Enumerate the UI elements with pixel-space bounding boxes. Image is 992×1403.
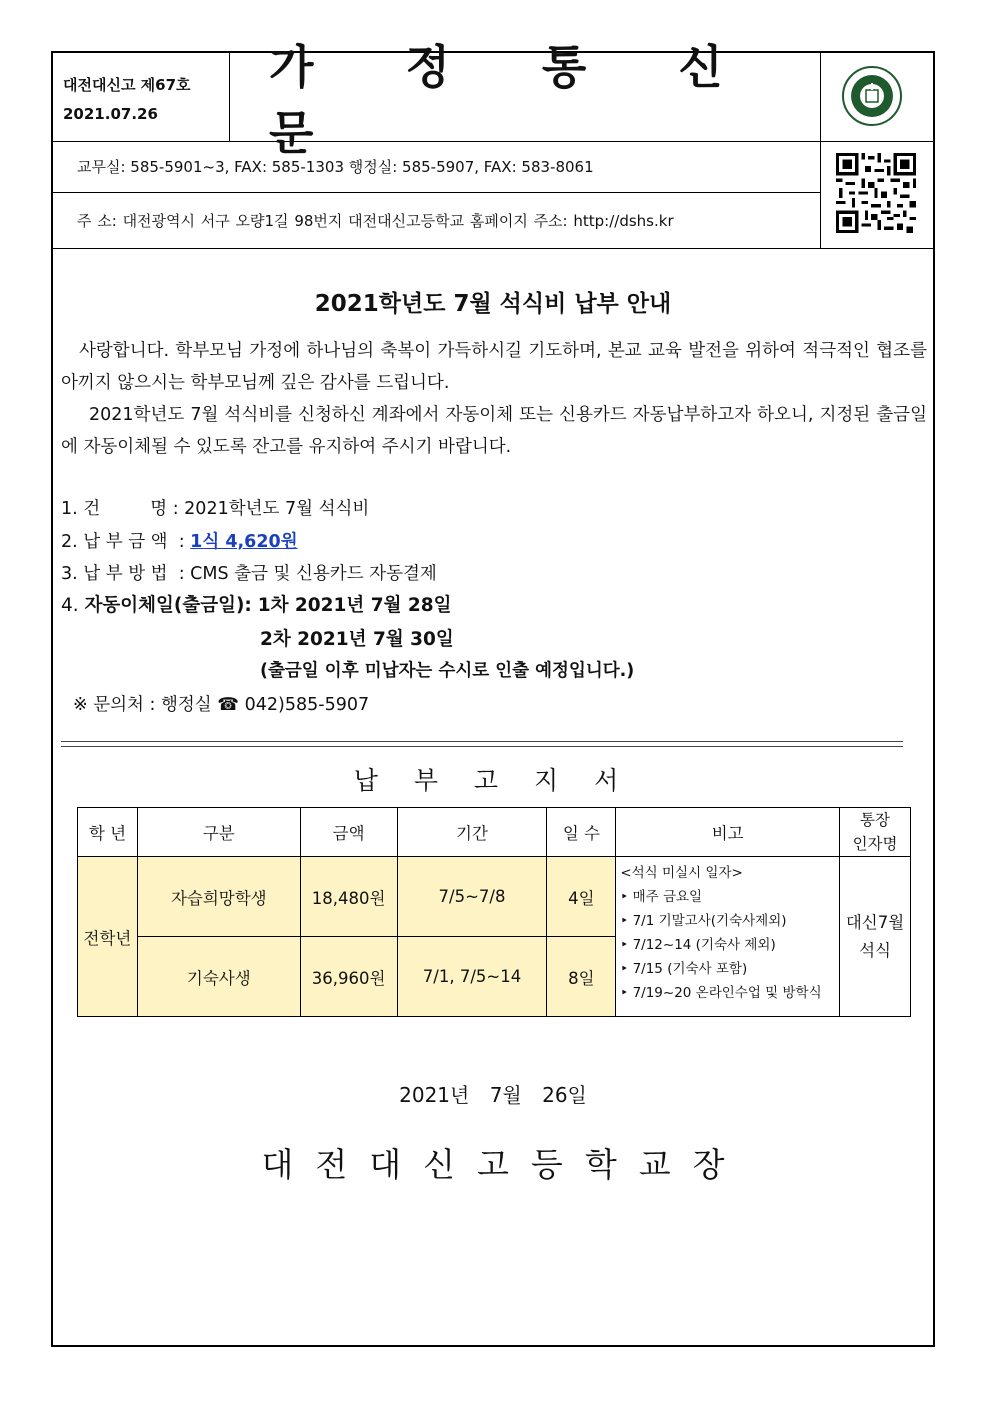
item-subject <box>61 495 369 520</box>
amount-cell: 36,960원 <box>300 937 397 1017</box>
type-cell: 기숙사생 <box>137 937 300 1017</box>
note-item: ‣ 7/19~20 온라인수업 및 방학식 <box>620 985 822 1001</box>
item-amount <box>61 528 298 553</box>
item-debit-note: (출금일 이후 미납자는 수시로 인출 예정입니다.) <box>260 661 635 681</box>
header-period: 기간 <box>397 808 547 857</box>
type-cell: 자습희망학생 <box>137 857 300 937</box>
header-amount: 금액 <box>300 808 397 857</box>
table-row <box>78 857 911 937</box>
greeting-paragraph: 사랑합니다. 학부모님 가정에 하나님의 축복이 가득하시길 기도하며, 본교 교육 발전을 위하여 적극적인 협조를 아끼지 않으시는 학부모님께 깊은 감사를 드립니다. <box>61 341 927 393</box>
days-cell: 8일 <box>547 937 616 1017</box>
qr-code-icon[interactable] <box>836 153 916 233</box>
document-title: 2021학년도 7월 석식비 납부 안내 <box>314 291 672 317</box>
note-item: ‣ 7/15 (기숙사 포함) <box>620 961 748 977</box>
newsletter-title: 가 정 통 신 문 <box>269 40 761 160</box>
item-debit-date <box>61 591 452 617</box>
telephone-icon: ☎ <box>217 695 240 715</box>
inquiry-line <box>73 691 369 716</box>
grade-cell: 전학년 <box>78 857 138 1017</box>
note-cell <box>616 857 840 1017</box>
header-note: 비고 <box>616 808 840 857</box>
header-type: 구분 <box>137 808 300 857</box>
bill-title: 납 부 고 지 서 <box>353 766 633 795</box>
header-grade: 학 년 <box>78 808 138 857</box>
inquiry-phone: 042)585-5907 <box>244 695 370 715</box>
bankbook-cell: 대신7월 석식 <box>840 857 911 1017</box>
item-amount-value: 1식 4,620원 <box>190 532 298 552</box>
days-cell: 4일 <box>547 857 616 937</box>
newsletter-header <box>53 40 933 250</box>
inquiry-prefix: ※ 문의처 : 행정실 <box>73 695 212 715</box>
section-divider <box>61 741 903 747</box>
item-debit-first: 1차 2021년 7월 28일 <box>257 595 452 616</box>
item-method-label: 3. 납 부 방 법 : <box>61 564 185 584</box>
item-method-value: CMS 출금 및 신용카드 자동결제 <box>190 564 437 584</box>
newsletter-frame <box>51 40 935 1347</box>
item-subject-value: 2021학년도 7월 석식비 <box>184 499 370 519</box>
note-item: ‣ 7/1 기말고사(기숙사제외) <box>620 913 787 929</box>
note-item: ‣ 매주 금요일 <box>620 889 703 905</box>
item-subject-label: 1. 건 명 : <box>61 499 179 519</box>
item-debit-number: 4. <box>61 595 79 616</box>
contact-info: 교무실: 585-5901~3, FAX: 585-1303 행정실: 585-5907, FAX: 583-8061 <box>77 158 594 176</box>
note-item: ‣ 7/12~14 (기숙사 제외) <box>620 937 776 953</box>
period-cell: 7/1, 7/5~14 <box>397 937 547 1017</box>
item-method <box>61 560 437 585</box>
principal-signature: 대전대신고등학교장 <box>261 1145 747 1184</box>
bill-header-row <box>78 808 911 857</box>
address-info: 주 소: 대전광역시 서구 오량1길 98번지 대전대신고등학교 홈페이지 주소: http://dshs.kr <box>77 212 674 230</box>
issue-date-footer: 2021년 7월 26일 <box>399 1083 587 1107</box>
header-bankbook: 통장 인자명 <box>840 808 911 857</box>
school-emblem-icon <box>841 65 903 127</box>
period-cell: 7/5~7/8 <box>397 857 547 937</box>
bill-table <box>77 807 911 1017</box>
issue-date: 2021.07.26 <box>63 105 158 123</box>
item-debit-second: 2차 2021년 7월 30일 <box>260 629 454 650</box>
issue-number: 대전대신고 제67호 <box>63 76 191 94</box>
note-title: <석식 미실시 일자> <box>620 865 743 881</box>
amount-cell: 18,480원 <box>300 857 397 937</box>
header-days: 일 수 <box>547 808 616 857</box>
item-debit-label: 자동이체일(출금일): <box>84 595 252 616</box>
notice-paragraph: 2021학년도 7월 석식비를 신청하신 계좌에서 자동이체 또는 신용카드 자동납부하고자 하오니, 지정된 출금일에 자동이체될 수 있도록 잔고를 유지하여 주시기 바랍니다. <box>61 405 927 457</box>
issue-info <box>63 71 191 129</box>
item-amount-label: 2. 납 부 금 액 : <box>61 532 185 552</box>
